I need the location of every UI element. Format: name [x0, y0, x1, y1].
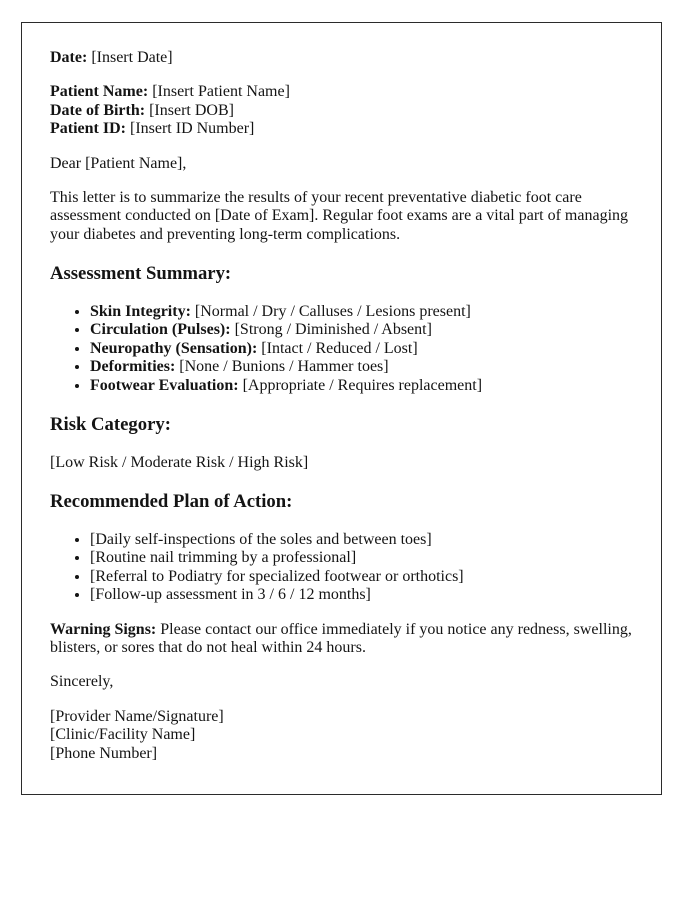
phone-number-line: [Phone Number]: [50, 744, 158, 762]
assessment-item-label: Circulation (Pulses):: [90, 321, 231, 339]
warning-signs-label: Warning Signs:: [50, 620, 157, 638]
intro-paragraph: This letter is to summarize the results of your recent preventative diabetic foot care assessment conducted on [Date of Exam]. Regular foot exams are a vital part of managing your diabetes and preventing long-term complications.: [50, 188, 629, 243]
patient-id-value: [Insert ID Number]: [129, 120, 255, 138]
provider-name-line: [Provider Name/Signature]: [50, 707, 224, 725]
assessment-item-label: Skin Integrity:: [90, 303, 191, 320]
date-line: [50, 49, 633, 67]
dob-value: [Insert DOB]: [149, 101, 234, 119]
plan-item-follow-up: • [Follow-up assessment in 3 / 6 / 12 months]: [90, 586, 633, 604]
assessment-item-neuropathy: [90, 340, 633, 358]
patient-name-value: [Insert Patient Name]: [152, 83, 290, 101]
risk-category-heading: Risk Category:: [50, 413, 171, 435]
assessment-summary-list: [50, 303, 633, 395]
salutation: Dear [Patient Name],: [50, 154, 187, 172]
signature-block: [50, 708, 633, 763]
assessment-item-value: [Appropriate / Requires replacement]: [242, 376, 483, 394]
risk-category-value: [Low Risk / Moderate Risk / High Risk]: [50, 453, 309, 471]
date-value: [Insert Date]: [91, 49, 173, 66]
assessment-item-value: [Strong / Diminished / Absent]: [234, 321, 432, 339]
assessment-item-footwear: [90, 377, 633, 395]
patient-id-label: Patient ID:: [50, 120, 126, 138]
clinic-name-line: [Clinic/Facility Name]: [50, 726, 196, 744]
assessment-summary-heading: Assessment Summary:: [50, 262, 232, 284]
plan-item-self-inspections: • [Daily self-inspections of the soles and between toes]: [90, 531, 633, 549]
assessment-item-skin-integrity: [90, 303, 633, 321]
patient-name-label: Patient Name:: [50, 83, 149, 101]
letter-container: [21, 22, 662, 795]
assessment-item-value: [Normal / Dry / Calluses / Lesions present]: [194, 303, 471, 320]
assessment-item-label: Neuropathy (Sensation):: [90, 339, 258, 357]
plan-item-nail-trimming: • [Routine nail trimming by a professional]: [90, 549, 633, 567]
date-label: Date:: [50, 49, 88, 66]
warning-signs-text: Please contact our office immediately if you notice any redness, swelling, blisters, or sores that do not heal within 24 hours.: [50, 620, 632, 657]
plan-item-podiatry-referral: • [Referral to Podiatry for specialized footwear or orthotics]: [90, 568, 633, 586]
warning-signs-paragraph: [50, 621, 633, 658]
dob-label: Date of Birth:: [50, 101, 146, 119]
plan-of-action-heading: Recommended Plan of Action:: [50, 490, 293, 512]
assessment-item-label: Footwear Evaluation:: [90, 376, 239, 394]
assessment-item-value: [Intact / Reduced / Lost]: [261, 339, 418, 357]
assessment-item-circulation: [90, 321, 633, 339]
plan-of-action-list: [50, 531, 633, 605]
assessment-item-deformities: [90, 358, 633, 376]
patient-info-block: [50, 83, 633, 138]
assessment-item-label: Deformities:: [90, 358, 176, 376]
closing: Sincerely,: [50, 673, 114, 691]
assessment-item-value: [None / Bunions / Hammer toes]: [179, 358, 389, 376]
